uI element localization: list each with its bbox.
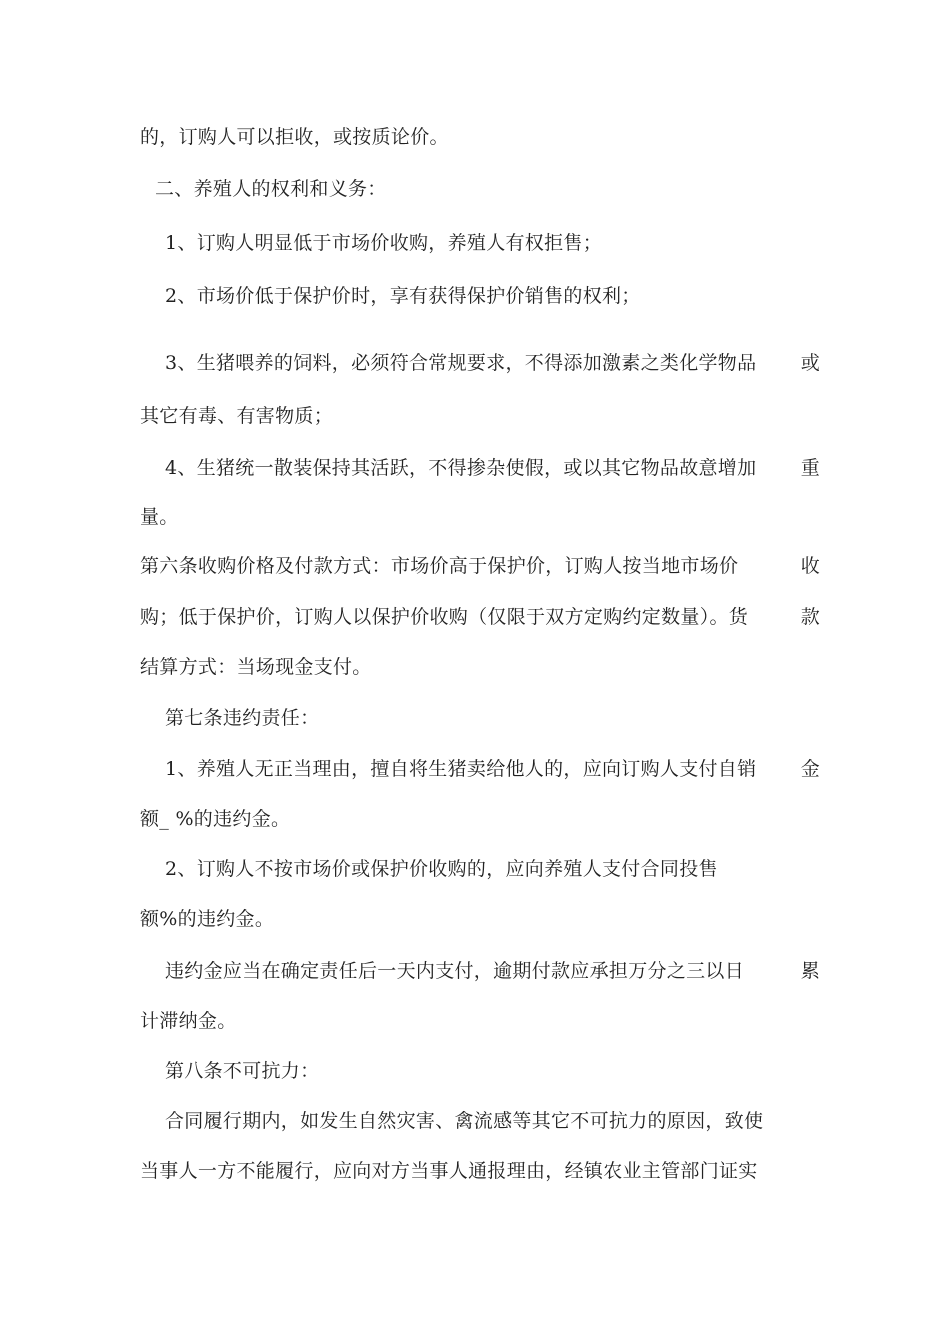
article-7-heading: 第七条违约责任： xyxy=(165,707,320,729)
section-heading-rights: 二、养殖人的权利和义务： xyxy=(155,178,387,200)
article-7-item-2-line-2: 额%的违约金。 xyxy=(140,908,275,930)
article-7-item-1-line-2: 额_ %的违约金。 xyxy=(140,808,291,830)
penalty-paragraph-line-1: 违约金应当在确定责任后一天内支付，逾期付款应承担万分之三以日 累 xyxy=(165,960,820,982)
article-8-line-1: 合同履行期内，如发生自然灾害、禽流感等其它不可抗力的原因，致使 xyxy=(165,1110,764,1132)
list-item-4-line-2: 量。 xyxy=(140,506,179,528)
article-6-line-3: 结算方式：当场现金支付。 xyxy=(140,656,372,678)
article-8-heading: 第八条不可抗力： xyxy=(165,1060,320,1082)
article-6-line-2: 购；低于保护价，订购人以保护价收购（仅限于双方定购约定数量）。货 款 xyxy=(140,606,820,628)
list-item-3-line-2: 其它有毒、有害物质； xyxy=(140,405,334,427)
list-item-4-line-1: 4、生猪统一散装保持其活跃，不得掺杂使假，或以其它物品故意增加 重 xyxy=(165,457,820,479)
article-7-item-1-line-1: 1、养殖人无正当理由，擅自将生猪卖给他人的，应向订购人支付自销 金 xyxy=(165,758,820,780)
list-item-3-line-1: 3、生猪喂养的饲料，必须符合常规要求，不得添加激素之类化学物品 或 xyxy=(165,352,820,374)
article-6-line-1: 第六条收购价格及付款方式：市场价高于保护价，订购人按当地市场价 收 xyxy=(140,555,820,577)
list-item-1: 1、订购人明显低于市场价收购，养殖人有权拒售； xyxy=(165,232,602,254)
article-7-item-2-line-1: 2、订购人不按市场价或保护价收购的，应向养殖人支付合同投售 xyxy=(165,858,718,880)
penalty-paragraph-line-2: 计滞纳金。 xyxy=(140,1010,237,1032)
paragraph-line-1: 的，订购人可以拒收，或按质论价。 xyxy=(140,126,449,148)
article-8-line-2: 当事人一方不能履行，应向对方当事人通报理由，经镇农业主管部门证实 xyxy=(140,1160,758,1182)
list-item-2: 2、市场价低于保护价时，享有获得保护价销售的权利； xyxy=(165,285,641,307)
